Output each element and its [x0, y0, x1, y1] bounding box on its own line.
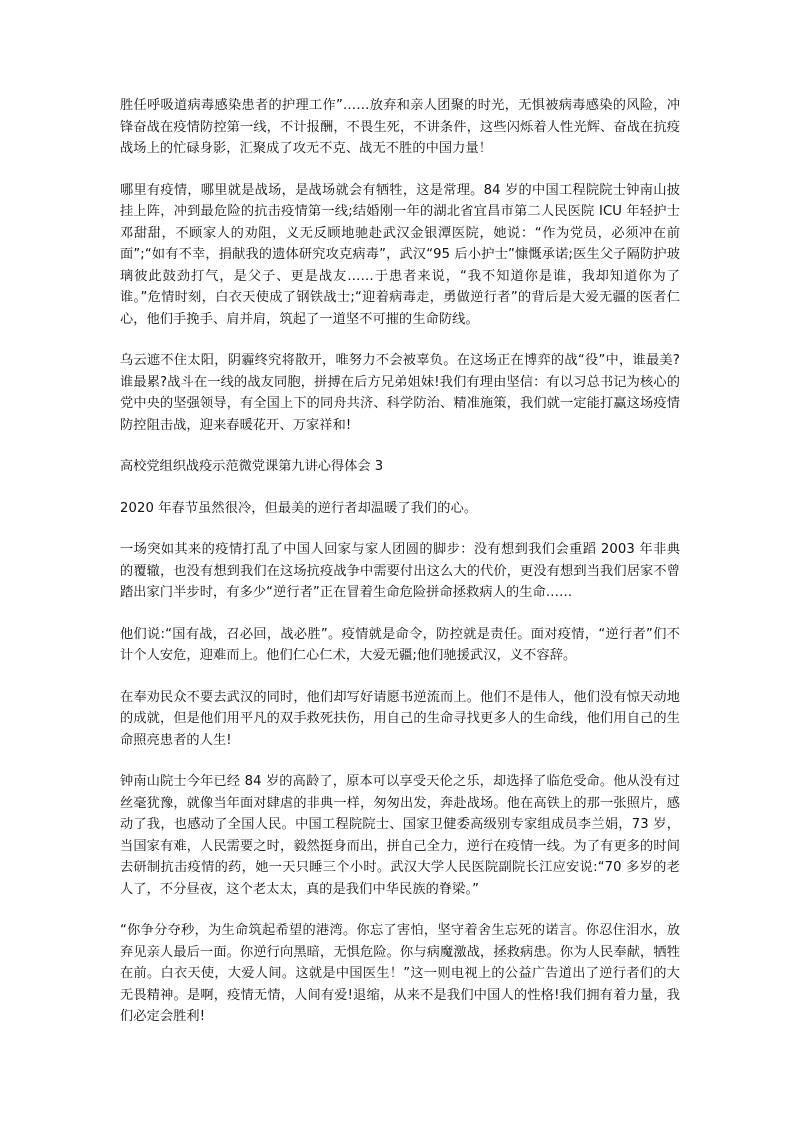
paragraph: 2020 年春节虽然很冷，但最美的逆行者却温暖了我们的心。	[120, 500, 478, 516]
paragraph: 乌云遮不住太阳，阴霾终究将散开，唯努力不会被辜负。在这场正在博弈的战“役”中，谁最美?谁最累?战斗在一线的战友同胞，拼搏在后方兄弟姐妹!我们有理由坚信：有以习总书记为核心的党中央的坚强领导，有全国上下的同舟共济、科学防治、精准施策，我们就一定能打赢这场疫情防控阻击战，迎来春暖花开、万家祥和!	[120, 353, 680, 433]
paragraph: 一场突如其来的疫情打乱了中国人回家与家人团圆的脚步：没有想到我们会重蹈 2003 年非典的覆辙，也没有想到我们在这场抗疫战争中需要付出这么大的代价，更没有想到当我们居家不曾踏出家门半步时，有多少“逆行者”正在冒着生命危险拼命拯救病人的生命……	[120, 542, 680, 600]
paragraph: “你争分夺秒，为生命筑起希望的港湾。你忘了害怕，坚守着舍生忘死的诺言。你忍住泪水，放弃见亲人最后一面。你逆行向黑暗，无惧危险。你与病魔激战，拯救病患。你为人民奉献，牺牲在前。白衣天使，大爱人间。这就是中国医生！”这一则电视上的公益广告道出了逆行者们的大无畏精神。是啊，疫情无情，人间有爱!退缩，从来不是我们中国人的性格!我们拥有着力量，我们必定会胜利!	[120, 923, 680, 1024]
paragraph: 在奉劝民众不要去武汉的同时，他们却写好请愿书逆流而上。他们不是伟人，他们没有惊天动地的成就，但是他们用平凡的双手救死扶伤，用自己的生命寻找更多人的生命线，他们用自己的生命照亮患者的人生!	[120, 689, 680, 748]
paragraph: 哪里有疫情，哪里就是战场，是战场就会有牺牲，这是常理。84 岁的中国工程院院士钟南山披挂上阵，冲到最危险的抗击疫情第一线;结婚刚一年的湖北省宜昌市第二人民医院 ICU 年轻护士邓甜甜，不顾家人的劝阻，义无反顾地驰赴武汉金银潭医院，她说：“作为党员，必须冲在前面”;“如有不幸，捐献我的遗体研究攻克病毒”，武汉“95 后小护士”慷慨承诺;医生父子隔防护玻璃彼此鼓劲打气，是父子、更是战友……于患者来说，“我不知道你是谁，我却知道你为了谁。”危情时刻，白衣天使成了钢铁战士;“迎着病毒走，勇做逆行者”的背后是大爱无疆的医者仁心，他们手挽手、肩并肩，筑起了一道坚不可摧的生命防线。	[120, 182, 680, 327]
document-page	[120, 95, 680, 1048]
paragraph: 他们说:“国有战，召必回，战必胜”。疫情就是命令，防控就是责任。面对疫情，“逆行者”们不计个人安危，迎难而上。他们仁心仁术，大爱无疆;他们驰援武汉，义不容辞。	[120, 626, 680, 663]
paragraph: 胜任呼吸道病毒感染患者的护理工作”……放弃和亲人团聚的时光，无惧被病毒感染的风险，冲锋奋战在疫情防控第一线，不计报酬，不畏生死，不讲条件，这些闪烁着人性光辉、奋战在抗疫战场上的忙碌身影，汇聚成了攻无不克、战无不胜的中国力量！	[120, 98, 680, 156]
paragraph: 钟南山院士今年已经 84 岁的高龄了，原本可以享受天伦之乐，却选择了临危受命。他从没有过丝毫犹豫，就像当年面对肆虐的非典一样，匆匆出发，奔赴战场。他在高铁上的那一张照片，感动了我，也感动了全国人民。中国工程院院士、国家卫健委高级别专家组成员李兰娟，73 岁，当国家有难，人民需要之时，毅然挺身而出，拼自己全力，逆行在疫情一线。为了有更多的时间去研制抗击疫情的药，她一天只睡三个小时。武汉大学人民医院副院长江应安说:“70 多岁的老人了，不分昼夜，这个老太太，真的是我们中华民族的脊梁。”	[120, 774, 680, 897]
section-heading: 高校党组织战疫示范微党课第九讲心得体会 3	[120, 459, 384, 474]
